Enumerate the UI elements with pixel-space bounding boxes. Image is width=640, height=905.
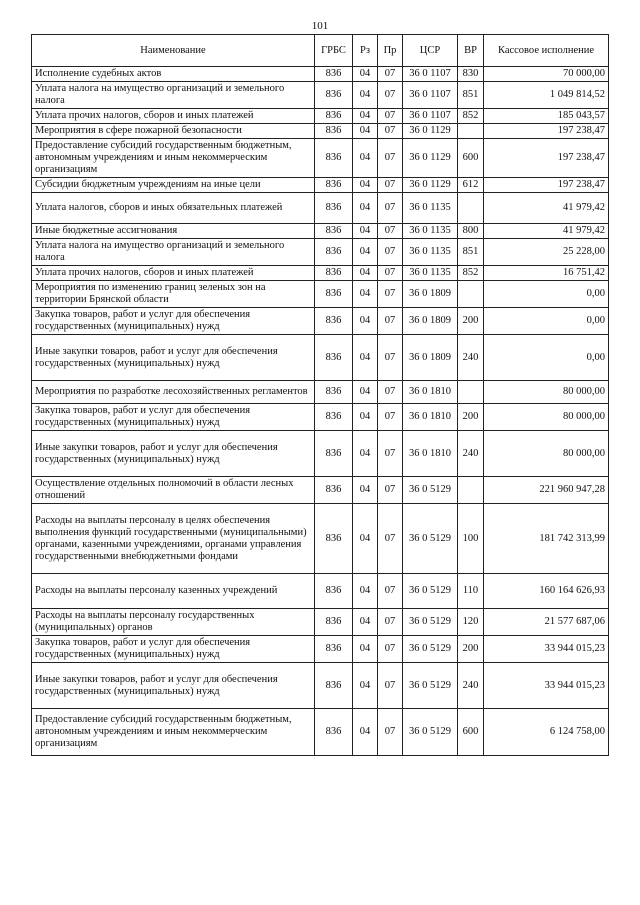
cell-vr: 200 (458, 636, 484, 663)
column-header-name: Наименование (32, 35, 315, 67)
cell-name: Мероприятия по изменению границ зеленых зон на территории Брянской области (32, 281, 315, 308)
cell-rz: 04 (353, 504, 378, 574)
table-row (32, 431, 609, 477)
cell-grbs: 836 (315, 139, 353, 178)
cell-csr: 36 0 5129 (403, 636, 458, 663)
cell-rz: 04 (353, 636, 378, 663)
cell-pr: 07 (378, 335, 403, 381)
table-row (32, 381, 609, 404)
cell-rz: 04 (353, 67, 378, 82)
cell-name: Иные бюджетные ассигнования (32, 224, 315, 239)
table-row (32, 709, 609, 756)
table-row (32, 124, 609, 139)
cell-grbs: 836 (315, 431, 353, 477)
cell-rz: 04 (353, 266, 378, 281)
cell-amount: 160 164 626,93 (484, 574, 609, 609)
cell-amount: 197 238,47 (484, 178, 609, 193)
cell-amount: 80 000,00 (484, 404, 609, 431)
cell-pr: 07 (378, 281, 403, 308)
cell-pr: 07 (378, 477, 403, 504)
cell-amount: 33 944 015,23 (484, 663, 609, 709)
cell-rz: 04 (353, 609, 378, 636)
cell-rz: 04 (353, 281, 378, 308)
budget-table (31, 34, 609, 756)
table-row (32, 193, 609, 224)
cell-pr: 07 (378, 239, 403, 266)
cell-name: Уплата налога на имущество организаций и земельного налога (32, 239, 315, 266)
cell-csr: 36 0 1107 (403, 82, 458, 109)
cell-rz: 04 (353, 335, 378, 381)
table-row (32, 224, 609, 239)
cell-grbs: 836 (315, 504, 353, 574)
cell-name: Уплата прочих налогов, сборов и иных платежей (32, 109, 315, 124)
column-header-pr: Пр (378, 35, 403, 67)
cell-amount: 41 979,42 (484, 224, 609, 239)
cell-vr: 240 (458, 335, 484, 381)
cell-vr: 852 (458, 109, 484, 124)
cell-csr: 36 0 1809 (403, 308, 458, 335)
cell-vr: 200 (458, 308, 484, 335)
cell-pr: 07 (378, 663, 403, 709)
cell-rz: 04 (353, 224, 378, 239)
cell-grbs: 836 (315, 404, 353, 431)
cell-name: Иные закупки товаров, работ и услуг для обеспечения государственных (муниципальных) нужд (32, 663, 315, 709)
cell-rz: 04 (353, 239, 378, 266)
cell-rz: 04 (353, 477, 378, 504)
cell-amount: 197 238,47 (484, 139, 609, 178)
cell-csr: 36 0 1107 (403, 109, 458, 124)
cell-amount: 21 577 687,06 (484, 609, 609, 636)
cell-vr (458, 381, 484, 404)
cell-pr: 07 (378, 124, 403, 139)
cell-csr: 36 0 1135 (403, 193, 458, 224)
cell-pr: 07 (378, 109, 403, 124)
cell-amount: 80 000,00 (484, 381, 609, 404)
cell-vr: 600 (458, 139, 484, 178)
cell-csr: 36 0 5129 (403, 477, 458, 504)
cell-grbs: 836 (315, 266, 353, 281)
cell-amount: 25 228,00 (484, 239, 609, 266)
table-row (32, 636, 609, 663)
cell-pr: 07 (378, 609, 403, 636)
cell-vr (458, 477, 484, 504)
cell-grbs: 836 (315, 178, 353, 193)
cell-name: Предоставление субсидий государственным бюджетным, автономным учреждениям и иным некоммерческим организациям (32, 139, 315, 178)
cell-grbs: 836 (315, 477, 353, 504)
cell-amount: 197 238,47 (484, 124, 609, 139)
table-row (32, 139, 609, 178)
cell-amount: 0,00 (484, 335, 609, 381)
cell-rz: 04 (353, 431, 378, 477)
cell-pr: 07 (378, 504, 403, 574)
cell-rz: 04 (353, 178, 378, 193)
cell-name: Мероприятия по разработке лесохозяйственных регламентов (32, 381, 315, 404)
cell-csr: 36 0 1135 (403, 224, 458, 239)
cell-vr: 612 (458, 178, 484, 193)
cell-name: Расходы на выплаты персоналу государственных (муниципальных) органов (32, 609, 315, 636)
cell-grbs: 836 (315, 709, 353, 756)
cell-vr: 100 (458, 504, 484, 574)
cell-amount: 70 000,00 (484, 67, 609, 82)
cell-name: Мероприятия в сфере пожарной безопасности (32, 124, 315, 139)
cell-grbs: 836 (315, 609, 353, 636)
cell-vr: 200 (458, 404, 484, 431)
cell-amount: 16 751,42 (484, 266, 609, 281)
cell-grbs: 836 (315, 636, 353, 663)
cell-csr: 36 0 5129 (403, 609, 458, 636)
column-header-csr: ЦСР (403, 35, 458, 67)
cell-pr: 07 (378, 431, 403, 477)
table-row (32, 404, 609, 431)
cell-rz: 04 (353, 574, 378, 609)
cell-grbs: 836 (315, 224, 353, 239)
cell-csr: 36 0 1135 (403, 239, 458, 266)
cell-amount: 1 049 814,52 (484, 82, 609, 109)
cell-amount: 41 979,42 (484, 193, 609, 224)
cell-grbs: 836 (315, 281, 353, 308)
cell-pr: 07 (378, 224, 403, 239)
cell-amount: 185 043,57 (484, 109, 609, 124)
cell-name: Уплата налога на имущество организаций и земельного налога (32, 82, 315, 109)
column-header-amount: Кассовое исполнение (484, 35, 609, 67)
cell-vr: 851 (458, 239, 484, 266)
cell-rz: 04 (353, 139, 378, 178)
cell-amount: 80 000,00 (484, 431, 609, 477)
cell-pr: 07 (378, 404, 403, 431)
cell-grbs: 836 (315, 67, 353, 82)
cell-csr: 36 0 5129 (403, 709, 458, 756)
cell-rz: 04 (353, 404, 378, 431)
cell-name: Закупка товаров, работ и услуг для обеспечения государственных (муниципальных) нужд (32, 404, 315, 431)
cell-grbs: 836 (315, 109, 353, 124)
table-row (32, 281, 609, 308)
cell-amount: 6 124 758,00 (484, 709, 609, 756)
cell-vr: 240 (458, 663, 484, 709)
cell-csr: 36 0 5129 (403, 663, 458, 709)
cell-grbs: 836 (315, 308, 353, 335)
cell-vr: 851 (458, 82, 484, 109)
cell-rz: 04 (353, 124, 378, 139)
cell-name: Иные закупки товаров, работ и услуг для обеспечения государственных (муниципальных) нужд (32, 335, 315, 381)
cell-name: Осуществление отдельных полномочий в области лесных отношений (32, 477, 315, 504)
cell-name: Иные закупки товаров, работ и услуг для обеспечения государственных (муниципальных) нужд (32, 431, 315, 477)
cell-vr: 852 (458, 266, 484, 281)
cell-pr: 07 (378, 308, 403, 335)
cell-csr: 36 0 1129 (403, 124, 458, 139)
cell-name: Уплата прочих налогов, сборов и иных платежей (32, 266, 315, 281)
cell-grbs: 836 (315, 193, 353, 224)
cell-name: Расходы на выплаты персоналу в целях обеспечения выполнения функций государственными (муниципальными) органами, казенными учреждениями, органами управления государственными внебюджетными фондами (32, 504, 315, 574)
cell-csr: 36 0 1129 (403, 139, 458, 178)
cell-csr: 36 0 1810 (403, 404, 458, 431)
cell-pr: 07 (378, 709, 403, 756)
cell-pr: 07 (378, 381, 403, 404)
cell-grbs: 836 (315, 381, 353, 404)
table-row (32, 609, 609, 636)
cell-name: Уплата налогов, сборов и иных обязательных платежей (32, 193, 315, 224)
cell-vr (458, 193, 484, 224)
cell-amount: 0,00 (484, 281, 609, 308)
table-row (32, 504, 609, 574)
cell-csr: 36 0 5129 (403, 574, 458, 609)
table-row (32, 67, 609, 82)
cell-vr (458, 124, 484, 139)
cell-vr: 800 (458, 224, 484, 239)
table-row (32, 335, 609, 381)
table-row (32, 109, 609, 124)
table-row (32, 574, 609, 609)
cell-csr: 36 0 1129 (403, 178, 458, 193)
cell-rz: 04 (353, 82, 378, 109)
cell-rz: 04 (353, 663, 378, 709)
cell-csr: 36 0 1135 (403, 266, 458, 281)
cell-grbs: 836 (315, 239, 353, 266)
cell-pr: 07 (378, 193, 403, 224)
cell-rz: 04 (353, 308, 378, 335)
cell-csr: 36 0 1810 (403, 381, 458, 404)
cell-grbs: 836 (315, 574, 353, 609)
cell-name: Закупка товаров, работ и услуг для обеспечения государственных (муниципальных) нужд (32, 636, 315, 663)
table-row (32, 178, 609, 193)
cell-csr: 36 0 1809 (403, 281, 458, 308)
table-row (32, 239, 609, 266)
cell-name: Расходы на выплаты персоналу казенных учреждений (32, 574, 315, 609)
cell-pr: 07 (378, 139, 403, 178)
table-header-row (32, 35, 609, 67)
table-row (32, 266, 609, 281)
cell-pr: 07 (378, 178, 403, 193)
cell-name: Предоставление субсидий государственным бюджетным, автономным учреждениям и иным некоммерческим организациям (32, 709, 315, 756)
cell-name: Закупка товаров, работ и услуг для обеспечения государственных (муниципальных) нужд (32, 308, 315, 335)
cell-name: Субсидии бюджетным учреждениям на иные цели (32, 178, 315, 193)
cell-grbs: 836 (315, 335, 353, 381)
cell-pr: 07 (378, 82, 403, 109)
cell-vr: 110 (458, 574, 484, 609)
page-number: 101 (311, 20, 329, 32)
cell-pr: 07 (378, 67, 403, 82)
column-header-grbs: ГРБС (315, 35, 353, 67)
cell-name: Исполнение судебных актов (32, 67, 315, 82)
cell-pr: 07 (378, 636, 403, 663)
cell-rz: 04 (353, 709, 378, 756)
column-header-rz: Рз (353, 35, 378, 67)
cell-grbs: 836 (315, 124, 353, 139)
table-row (32, 308, 609, 335)
cell-pr: 07 (378, 574, 403, 609)
cell-csr: 36 0 5129 (403, 504, 458, 574)
cell-vr: 830 (458, 67, 484, 82)
cell-rz: 04 (353, 109, 378, 124)
cell-amount: 181 742 313,99 (484, 504, 609, 574)
cell-grbs: 836 (315, 663, 353, 709)
cell-csr: 36 0 1810 (403, 431, 458, 477)
cell-rz: 04 (353, 193, 378, 224)
cell-vr: 600 (458, 709, 484, 756)
table-row (32, 663, 609, 709)
cell-rz: 04 (353, 381, 378, 404)
table-row (32, 477, 609, 504)
column-header-vr: ВР (458, 35, 484, 67)
cell-vr (458, 281, 484, 308)
cell-amount: 33 944 015,23 (484, 636, 609, 663)
cell-grbs: 836 (315, 82, 353, 109)
cell-csr: 36 0 1809 (403, 335, 458, 381)
cell-csr: 36 0 1107 (403, 67, 458, 82)
cell-vr: 240 (458, 431, 484, 477)
cell-vr: 120 (458, 609, 484, 636)
cell-pr: 07 (378, 266, 403, 281)
cell-amount: 0,00 (484, 308, 609, 335)
table-row (32, 82, 609, 109)
cell-amount: 221 960 947,28 (484, 477, 609, 504)
